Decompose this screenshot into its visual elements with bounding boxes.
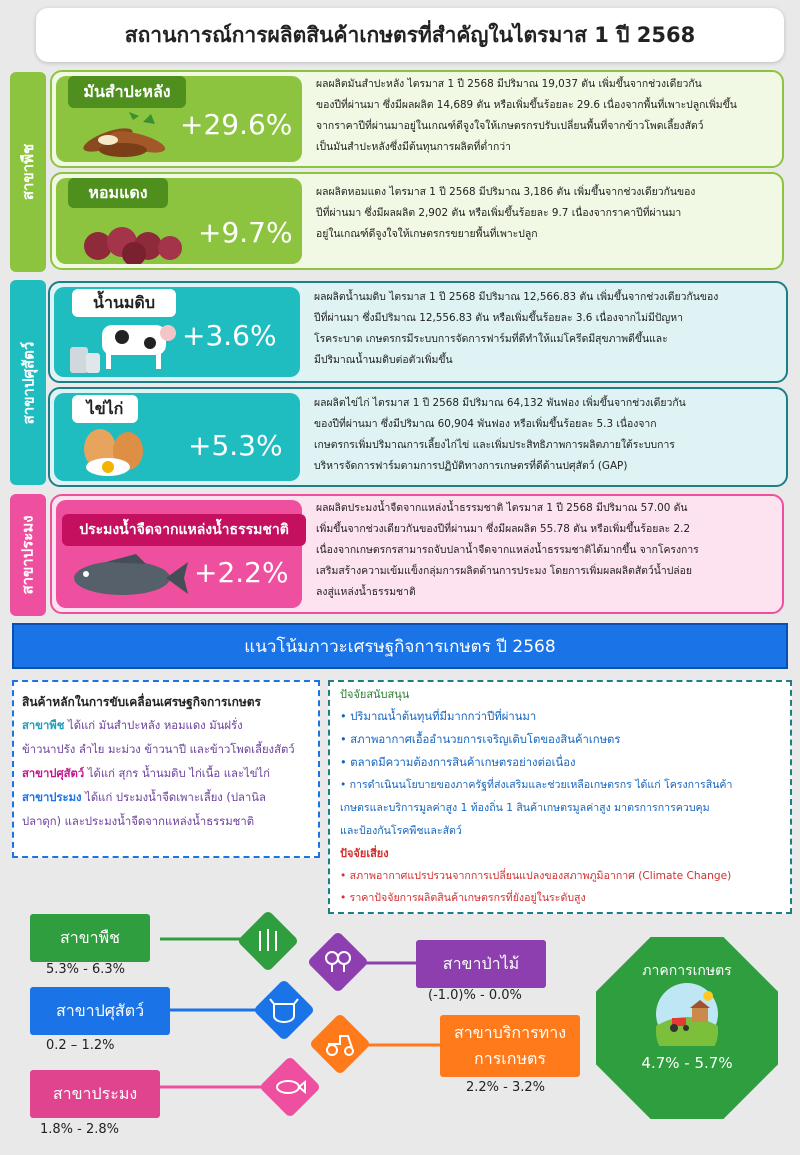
support-item-cont: เกษตรและบริการมูลค่าสูง 1 ท้องถิ่น 1 สินค้าเกษตรมูลค่าสูง มาตรการการควบคุม xyxy=(340,802,710,814)
product-card-cassava xyxy=(50,70,784,168)
product-card-egg xyxy=(48,387,788,487)
cassava-icon xyxy=(78,112,178,162)
risk-item: • สภาพอากาศแปรปรวนจากการเปลี่ยนแปลงของสภาพภูมิอากาศ (Climate Change) xyxy=(340,870,732,882)
forecast-forestry-pill: สาขาป่าไม้ xyxy=(416,940,546,988)
product-change: +9.7% xyxy=(198,216,293,249)
forecast-services-diamond xyxy=(309,1013,371,1075)
drivers-heading: สินค้าหลักในการขับเคลื่อนเศรษฐกิจการเกษตร xyxy=(22,695,262,709)
page-title: สถานการณ์การผลิตสินค้าเกษตรที่สำคัญในไตรมาส 1 ปี 2568 xyxy=(36,8,784,62)
product-name: มันสำปะหลัง xyxy=(68,76,186,108)
drivers-plant-cont: ข้าวนาปรัง ลำไย มะม่วง ข้าวนาปี และข้าวโพดเลี้ยงสัตว์ xyxy=(22,743,295,756)
product-name: ประมงน้ำจืดจากแหล่งน้ำธรรมชาติ xyxy=(62,514,306,546)
support-item: • การดำเนินนโยบายของภาครัฐที่ส่งเสริมและช่วยเหลือเกษตรกร ได้แก่ โครงการสินค้า xyxy=(340,779,733,791)
dairy-cow-icon xyxy=(64,317,176,377)
forecast-fishery-pill: สาขาประมง xyxy=(30,1070,160,1118)
farm-icon xyxy=(644,982,730,1046)
drivers-plant: สาขาพืช ได้แก่ มันสำปะหลัง หอมแดง มันฝรั่ง xyxy=(22,719,243,732)
egg-icon xyxy=(72,427,168,479)
forecast-livestock-diamond xyxy=(253,979,315,1041)
drivers-livestock: สาขาปศุสัตว์ ได้แก่ สุกร น้ำนมดิบ ไก่เนื้อ และไข่ไก่ xyxy=(22,767,270,780)
drivers-fishery: สาขาประมง ได้แก่ ประมงน้ำจืดเพาะเลี้ยง (ปลานิล xyxy=(22,791,266,804)
drivers-box xyxy=(12,680,320,858)
product-description: ผลผลิตน้ำนมดิบ ไตรมาส 1 ปี 2568 มีปริมาณ 12,566.83 ตัน เพิ่มขึ้นจากช่วงเดียวกันของ ปีที่ผ่านมา ซึ่งมีปริมาณ 12,556.83 ตัน หรือเพิ่มขึ้นร้อยละ 3.6 เนื่องจากไม่มีปัญหา โรคระบาด เกษตรกรมีระบบการจัดการฟาร์มที่ดีทำให้แม่โครีดมีสุขภาพดีขึ้นและ มีปริมาณน้ำนมดิบต่อตัวเพิ่มขึ้น xyxy=(314,291,719,366)
support-item-cont: และป้องกันโรคพืชและสัตว์ xyxy=(340,825,462,837)
forecast-livestock-pill: สาขาปศุสัตว์ xyxy=(30,987,170,1035)
product-change: +5.3% xyxy=(188,429,283,462)
risk-item: • ราคาปัจจัยการผลิตสินค้าเกษตรกรที่ยังอยู่ในระดับสูง xyxy=(340,892,586,904)
support-heading: ปัจจัยสนับสนุน xyxy=(340,688,410,701)
forecast-plant-pill: สาขาพืช xyxy=(30,914,150,962)
branch-label-fishery: สาขาประมง xyxy=(10,494,46,616)
factors-box xyxy=(328,680,792,914)
forecast-fishery-diamond xyxy=(259,1056,321,1118)
branch-label-livestock: สาขาปศุสัตว์ xyxy=(10,280,46,485)
forecast-plant-diamond xyxy=(237,910,299,972)
product-card-milk xyxy=(48,281,788,383)
forecast-sector-range: 4.7% - 5.7% xyxy=(641,1054,733,1072)
fish-icon xyxy=(268,1065,312,1109)
support-item: • ตลาดมีความต้องการสินค้าเกษตรอย่างต่อเนื่อง xyxy=(340,756,576,769)
tree-icon xyxy=(316,940,360,984)
forecast-fishery-range: 1.8% - 2.8% xyxy=(40,1122,120,1137)
forecast-services-pill: สาขาบริการทาง การเกษตร xyxy=(440,1015,580,1077)
product-description: ผลผลิตหอมแดง ไตรมาส 1 ปี 2568 มีปริมาณ 3,186 ตัน เพิ่มขึ้นจากช่วงเดียวกันของ ปีที่ผ่านมา ซึ่งมีผลผลิต 2,902 ตัน หรือเพิ่มขึ้นร้อยละ 9.7 เนื่องจากราคาปีที่ผ่านมา อยู่ในเกณฑ์ดีจูงใจให้เกษตรกรขยายพื้นที่เพาะปลูก xyxy=(316,186,696,240)
product-name: น้ำนมดิบ xyxy=(72,289,176,317)
product-card-shallot xyxy=(50,172,784,270)
product-card-fish xyxy=(50,494,784,614)
forecast-sector-label: ภาคการเกษตร xyxy=(642,963,732,979)
product-description: ผลผลิตประมงน้ำจืดจากแหล่งน้ำธรรมชาติ ไตรมาส 1 ปี 2568 มีปริมาณ 57.00 ตัน เพิ่มขึ้นจากช่วงเดียวกันของปีที่ผ่านมา ซึ่งมีผลผลิต 55.78 ตัน หรือเพิ่มขึ้นร้อยละ 2.2 เนื่องจากเกษตรกรสามารถจับปลาน้ำจืดจากแหล่งน้ำธรรมชาติได้มากขึ้น จากโครงการ เสริมสร้างความเข้มแข็งกลุ่มการผลิตด้านการประมง โดยการเพิ่มผลผลิตสัตว์น้ำปล่อย ลงสู่แหล่งน้ำธรรมชาติ xyxy=(316,502,699,598)
forecast-plant-range: 5.3% - 6.3% xyxy=(46,962,126,977)
product-name: ไข่ไก่ xyxy=(72,395,138,423)
product-change: +29.6% xyxy=(180,108,293,141)
trend-banner: แนวโน้มภาวะเศรษฐกิจการเกษตร ปี 2568 xyxy=(12,623,788,669)
forecast-services-range: 2.2% - 3.2% xyxy=(466,1080,546,1095)
drivers-fishery-cont: ปลาดุก) และประมงน้ำจืดจากแหล่งน้ำธรรมชาติ xyxy=(22,815,255,828)
product-change: +2.2% xyxy=(194,556,289,589)
wheat-icon xyxy=(246,919,290,963)
support-item: • สภาพอากาศเอื้ออำนวยการเจริญเติบโตของสินค้าเกษตร xyxy=(340,733,621,746)
cow-icon xyxy=(262,988,306,1032)
forecast-forestry-range: (-1.0)% - 0.0% xyxy=(428,988,522,1003)
product-description: ผลผลิตไข่ไก่ ไตรมาส 1 ปี 2568 มีปริมาณ 64,132 พันฟอง เพิ่มขึ้นจากช่วงเดียวกัน ของปีที่ผ่านมา ซึ่งมีปริมาณ 60,904 พันฟอง หรือเพิ่มขึ้นร้อยละ 5.3 เนื่องจาก เกษตรกรเพิ่มปริมาณการเลี้ยงไก่ไข่ และเพิ่มประสิทธิภาพการผลิตภายใต้ระบบการ บริหารจัดการฟาร์มตามการปฏิบัติทางการเกษตรที่ดีด้านปศุสัตว์ (GAP) xyxy=(314,397,686,472)
forecast-livestock-range: 0.2 – 1.2% xyxy=(46,1038,115,1053)
tractor-icon xyxy=(318,1022,362,1066)
product-change: +3.6% xyxy=(182,319,277,352)
fish-icon xyxy=(66,552,190,602)
product-description: ผลผลิตมันสำปะหลัง ไตรมาส 1 ปี 2568 มีปริมาณ 19,037 ตัน เพิ่มขึ้นจากช่วงเดียวกัน ของปีที่ผ่านมา ซึ่งมีผลผลิต 14,689 ตัน หรือเพิ่มขึ้นร้อยละ 29.6 เนื่องจากพื้นที่เพาะปลูกเพิ่มขึ้น จากราคาปีที่ผ่านมาอยู่ในเกณฑ์ดีจูงใจให้เกษตรกรปรับเปลี่ยนพื้นที่จากข้าวโพดเลี้ยงสัตว์ เป็นมันสำปะหลังซึ่งมีต้นทุนการผลิตที่ต่ำกว่า xyxy=(316,78,737,153)
support-item: • ปริมาณน้ำต้นทุนที่มีมากกว่าปีที่ผ่านมา xyxy=(340,710,537,723)
branch-label-plant: สาขาพืช xyxy=(10,72,46,272)
shallot-icon xyxy=(78,218,188,264)
product-name: หอมแดง xyxy=(68,178,168,208)
risk-heading: ปัจจัยเสี่ยง xyxy=(340,847,389,860)
forecast-forestry-diamond xyxy=(307,931,369,993)
